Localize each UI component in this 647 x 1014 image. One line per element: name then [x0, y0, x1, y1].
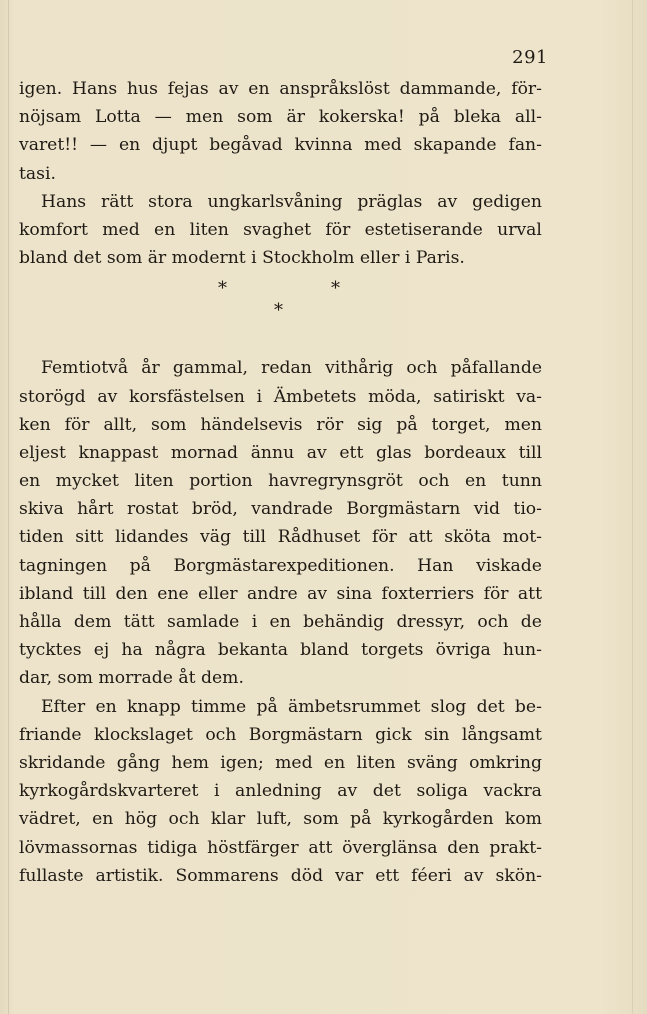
- text-line: en mycket liten portion havregrynsgröt och en tunn: [19, 471, 542, 492]
- text-line: tasi.: [19, 163, 56, 184]
- text-line: nöjsam Lotta — men som är kokerska! på bleka all-: [19, 107, 542, 128]
- text-line: vädret, en hög och klar luft, som på kyrkogården kom: [19, 809, 542, 830]
- asterisk-ornament: *: [274, 300, 283, 322]
- text-line: ken för allt, som händelsevis rör sig på torget, men: [19, 414, 542, 435]
- text-line: ibland till den ene eller andre av sina foxterriers för att: [19, 583, 542, 604]
- text-line: fullaste artistik. Sommarens död var ett féeri av skön-: [19, 865, 542, 886]
- text-line: hålla dem tätt samlade i en behändig dressyr, och de: [19, 612, 542, 632]
- text-line: igen. Hans hus fejas av en anspråkslöst dammande, för-: [19, 79, 542, 99]
- page-edge: [632, 0, 633, 1014]
- text-line: tiden sitt lidandes väg till Rådhuset för att sköta mot-: [19, 527, 542, 548]
- text-line: komfort med en liten svaghet för estetiserande urval: [19, 219, 542, 240]
- asterisk-ornament: *: [331, 278, 340, 300]
- text-line: Efter en knapp timme på ämbetsrummet slog det be-: [41, 696, 542, 717]
- asterisk-ornament: *: [218, 278, 227, 300]
- text-line: kyrkogårdskvarteret i anledning av det soliga vackra: [19, 781, 542, 802]
- text-line: varet!! — en djupt begåvad kvinna med skapande fan-: [19, 135, 542, 156]
- text-line: skiva hårt rostat bröd, vandrade Borgmästarn vid tio-: [19, 499, 542, 520]
- text-line: skridande gång hem igen; med en liten sväng omkring: [19, 752, 542, 773]
- section-break: [19, 272, 542, 354]
- text-line: tagningen på Borgmästarexpeditionen. Han viskade: [19, 555, 542, 576]
- text-line: tycktes ej ha några bekanta bland torgets övriga hun-: [19, 640, 542, 661]
- text-line: Femtiotvå år gammal, redan vithårig och påfallande: [41, 358, 542, 379]
- text-line: Hans rätt stora ungkarlsvåning präglas av gedigen: [41, 191, 542, 212]
- text-section-after: [19, 354, 542, 890]
- page-number: 291: [512, 47, 548, 68]
- gutter-line: [8, 0, 9, 1014]
- text-line: friande klockslaget och Borgmästarn gick sin långsamt: [19, 724, 542, 745]
- body-text: [19, 75, 542, 890]
- text-line: bland det som är modernt i Stockholm eller i Paris.: [19, 248, 465, 269]
- text-line: eljest knappast mornad ännu av ett glas bordeaux till: [19, 442, 542, 463]
- text-line: lövmassornas tidiga höstfärger att överglänsa den prakt-: [19, 837, 542, 858]
- text-line: storögd av korsfästelsen i Ämbetets möda, satiriskt va-: [19, 386, 542, 407]
- text-line: dar, som morrade åt dem.: [19, 668, 244, 689]
- text-section-before: [19, 75, 542, 272]
